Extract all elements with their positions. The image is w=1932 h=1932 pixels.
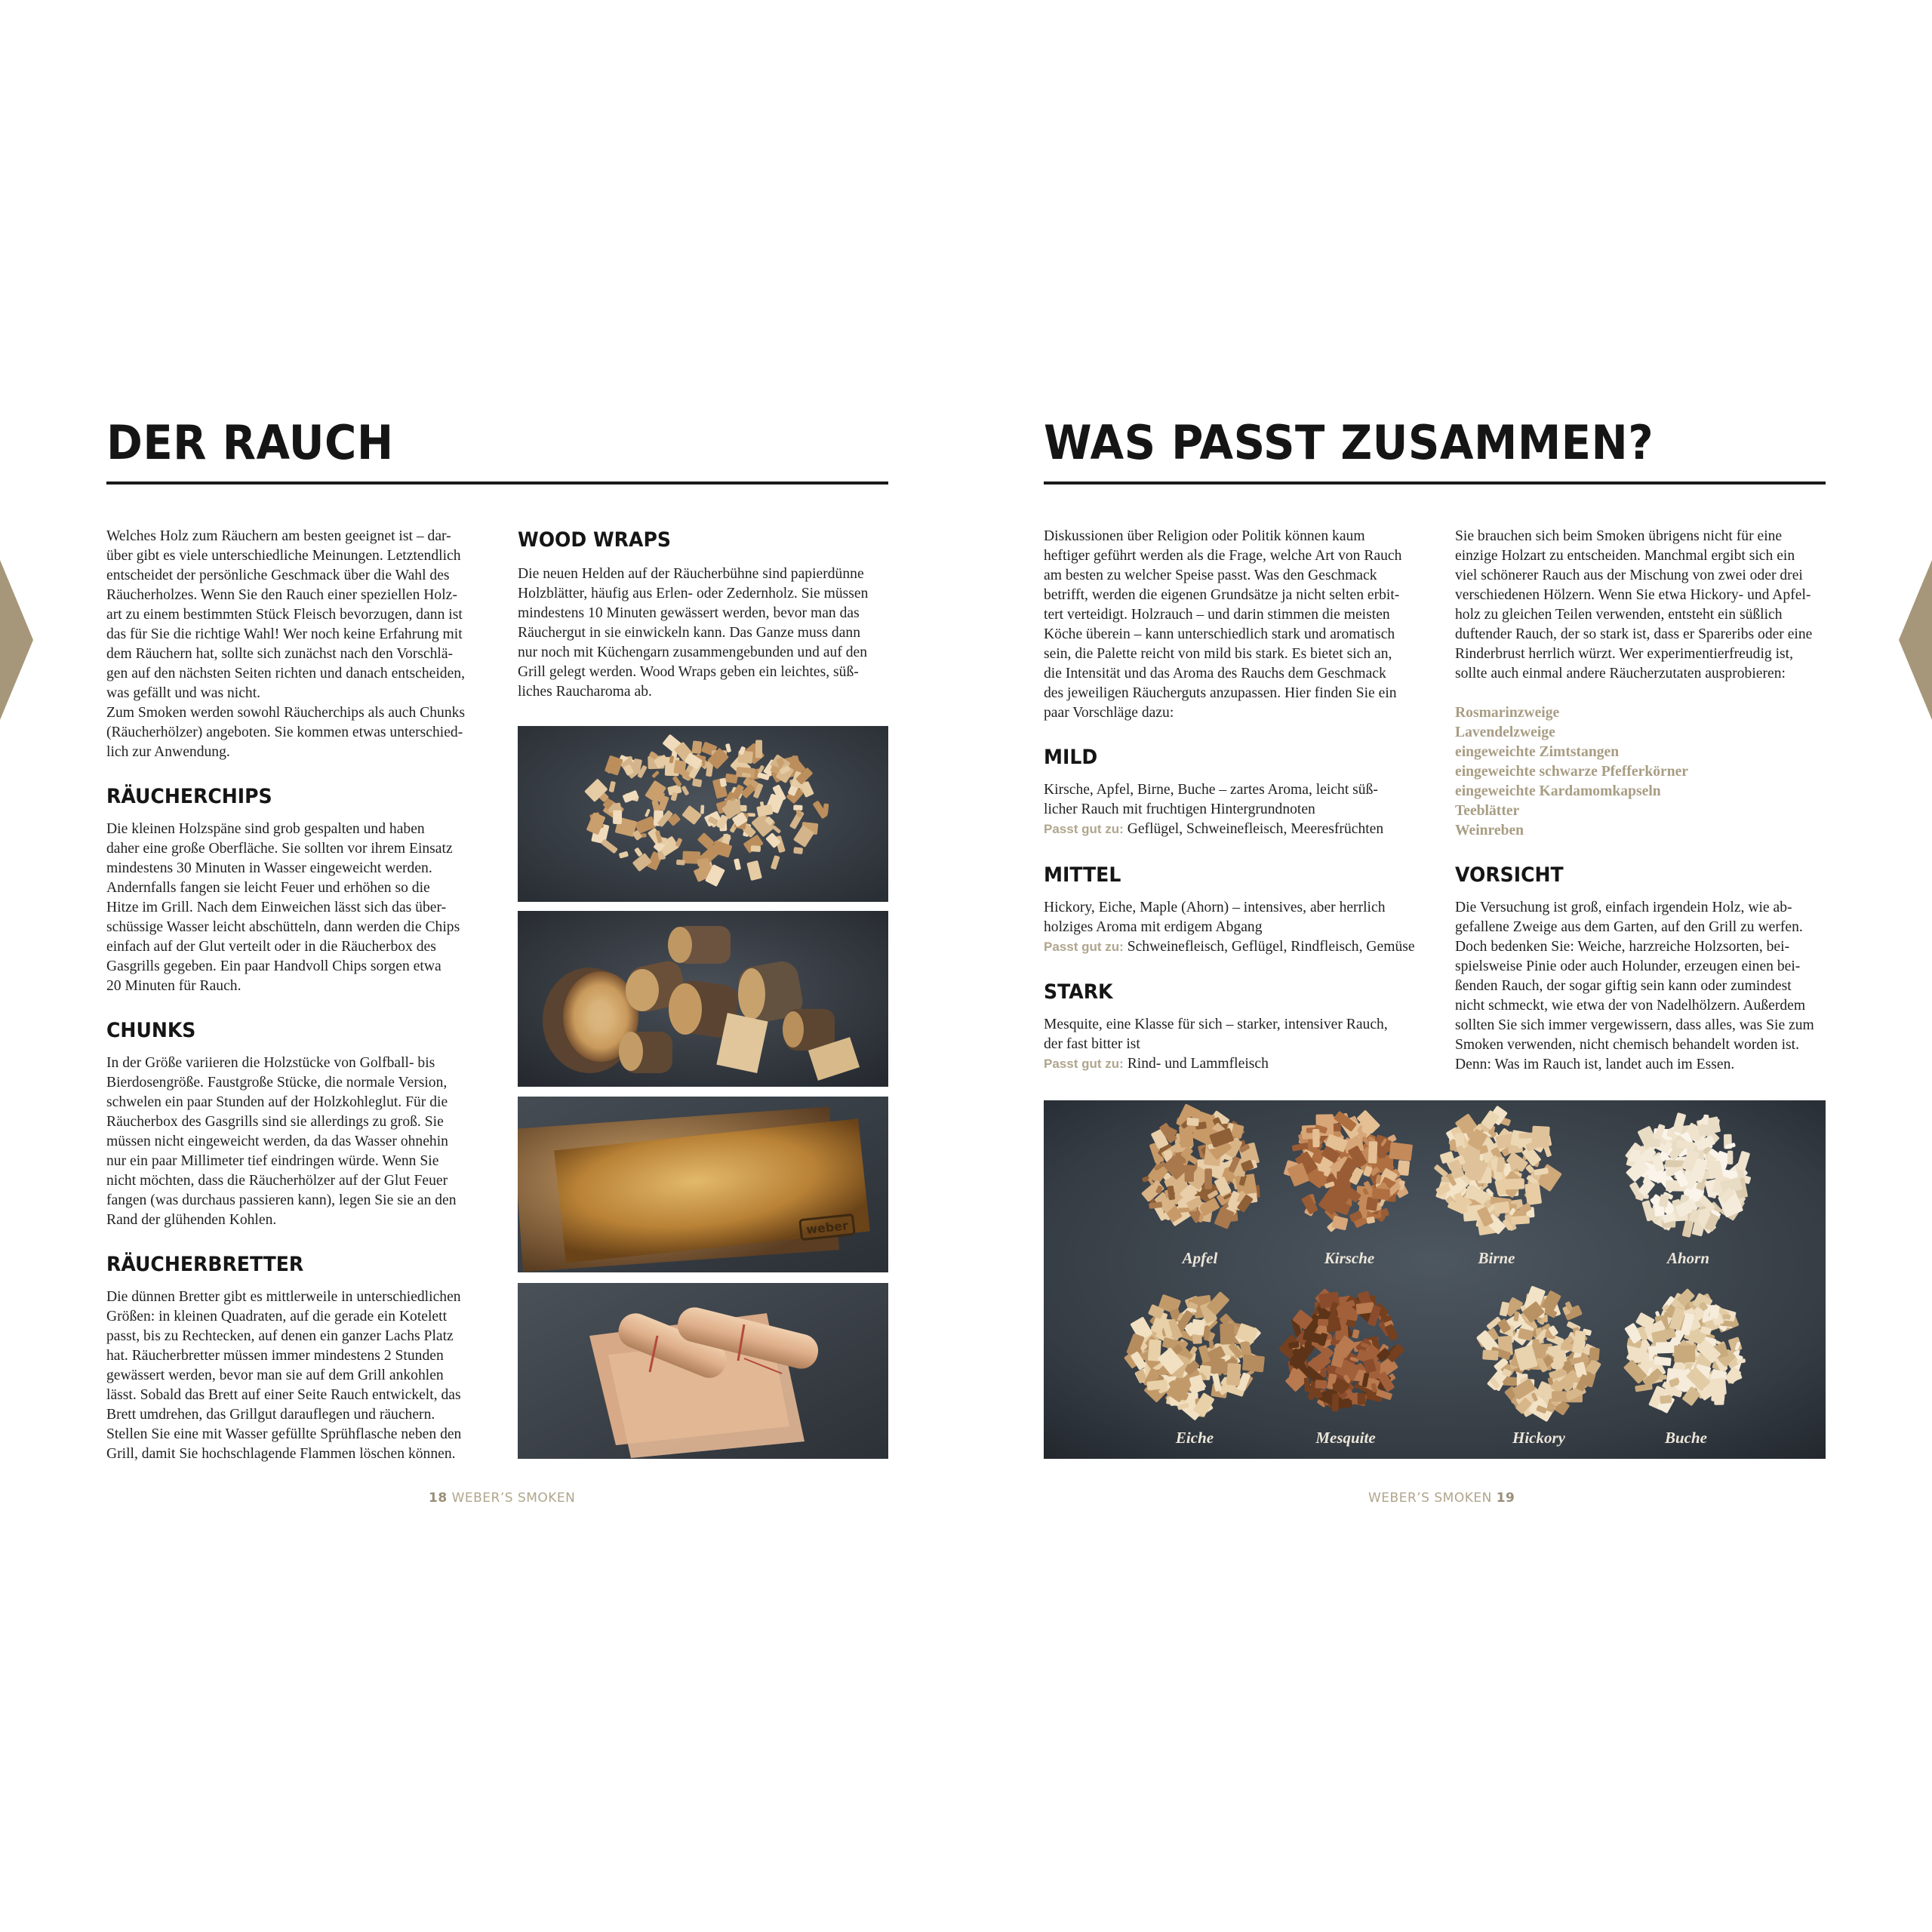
right-title-rule	[1044, 481, 1826, 485]
wood-types-photo	[1044, 1100, 1826, 1459]
list-item: eingeweichte Kardamomkapseln	[1455, 783, 1661, 799]
wood-chip	[1589, 1347, 1599, 1361]
wood-chip	[1315, 1380, 1327, 1389]
list-item: Weinreben	[1455, 823, 1524, 838]
right-edge-tab	[1899, 560, 1932, 720]
wood-chip	[1191, 1319, 1205, 1336]
wood-chip	[1318, 1319, 1328, 1326]
wood-label-buche	[1664, 1429, 1707, 1447]
wood-planks-photo	[518, 1097, 888, 1272]
wood-label-mesquite	[1315, 1429, 1375, 1447]
wood-chip	[1659, 1375, 1667, 1380]
wood-chip	[676, 860, 685, 866]
wood-chip	[1727, 1151, 1733, 1164]
svg-text:Kirsche: Kirsche	[1324, 1249, 1375, 1267]
wood-chip	[1674, 1346, 1695, 1363]
wood-chips-photo	[518, 726, 888, 902]
svg-text:Eiche: Eiche	[1175, 1429, 1214, 1447]
wood-chip	[1204, 1158, 1214, 1163]
wood-wraps-heading: WOOD WRAPS	[518, 528, 671, 552]
wood-chip	[1660, 1395, 1672, 1404]
raeucherbretter-text: Die dünnen Bretter gibt es mittlerweile in unterschiedlichen Größen: in kleinen Quadraten, auf die gerade ein Kotelett passt, bis zu Rechtecken, auf denen ein ganzer Lachs Platz hat. Räucherbretter müssen immer mindestens 2 Stunden gewässert werden, bevor man sie auf dem Grill ankohlen lässt. Sobald das Brett auf einer Seite Rauch entwickelt, das Brett umdrehen, das Grillgut darauflegen und räuchern. Stellen Sie eine mit Wasser gefüllte Sprühflasche neben den Grill, damit Sie hochschlagende Flammen löschen können.	[106, 1289, 462, 1462]
mittel-text: Hickory, Eiche, Maple (Ahorn) – intensives, aber herrlich holziges Aroma mit erdigem Abgang Passt gut zu: Schweinefleisch, Geflügel, Rindfleisch, Gemüse	[1044, 900, 1415, 955]
wood-chip	[1655, 1139, 1660, 1147]
mittel-heading: MITTEL	[1044, 863, 1121, 887]
wood-chip	[1714, 1388, 1724, 1405]
wood-chip	[1519, 1132, 1534, 1138]
svg-text:Buche: Buche	[1664, 1429, 1708, 1447]
wood-chip	[793, 804, 802, 811]
wood-chip	[700, 804, 704, 814]
raeucherchips-heading: RÄUCHERCHIPS	[106, 785, 272, 808]
svg-text:Birne: Birne	[1478, 1249, 1515, 1267]
wood-label-eiche	[1175, 1429, 1214, 1447]
right-intro-text: Diskussionen über Religion oder Politik können kaum heftiger geführt werden als die Frage, welche Art von Rauch am besten zu welcher Speise passt. Was den Geschmack betrifft, werden die eigenen Grundsätze ja nicht selten erbit- tert verteidigt. Holzrauch – und darin stimmen die meisten Köche überein – kann unterschiedlich stark und aromatisch sein, die Palette reicht von mild bis stark. Es bietet sich an, die Intensität und das Aroma des Rauchs dem Geschmack des jeweiligen Räucherguts anzupassen. Hier finden Sie ein paar Vorschläge dazu:	[1044, 528, 1402, 721]
left-intro-text: Welches Holz zum Räuchern am besten geeignet ist – dar- über gibt es viele unterschiedliche Meinungen. Letztendlich entscheidet der persönliche Geschmack über die Wahl des Räucherholzes. Wenn Sie den Rauch einer speziellen Holz- art zu einem bestimmten Stück Fleisch bevorzugen, dann ist das für Sie die richtige Wahl! Wer noch keine Erfahrung mit dem Räuchern hat, sollte sich zunächst nach den Vorschlä- gen auf den nächsten Seiten richten und danach entscheiden, was gefällt und was nicht. Zum Smoken werden sowohl Räucherchips als auch Chunks (Räucherhölzer) angeboten. Sie kommen etwas unterschied- lich zur Anwendung.	[106, 528, 466, 760]
svg-text:Ahorn: Ahorn	[1666, 1249, 1710, 1267]
wood-chunks-photo	[518, 911, 888, 1087]
board-brand: weber	[805, 1218, 849, 1237]
left-edge-tab	[0, 560, 33, 720]
right-page-title: WAS PASST ZUSAMMEN?	[1044, 415, 1654, 470]
list-item: Rosmarinzweige	[1455, 705, 1560, 721]
left-title-rule	[106, 481, 888, 485]
wood-chip	[1511, 1215, 1530, 1224]
left-folio: 18 WEBER’S SMOKEN	[429, 1491, 576, 1506]
wood-chip	[1226, 1363, 1241, 1386]
wood-chip	[793, 847, 803, 854]
svg-text:Hickory: Hickory	[1512, 1429, 1565, 1447]
wood-chip	[1482, 1349, 1499, 1360]
chunks-heading: CHUNKS	[106, 1019, 196, 1042]
wood-wraps-text: Die neuen Helden auf der Räucherbühne sind papierdünne Holzblätter, häufig aus Erlen- oder Zedernholz. Sie müssen mindestens 10 Minuten gewässert werden, bevor man das Räuchergut in sie einwickeln kann. Das Ganze muss dann nur noch mit Küchengarn zusammengebunden und auf den Grill gelegt werden. Wood Wraps geben ein leichtes, süß- liches Raucharoma ab.	[518, 566, 869, 700]
wood-chip	[1331, 1393, 1339, 1411]
wood-chip	[1656, 1342, 1675, 1354]
stark-text: Mesquite, eine Klasse für sich – starker, intensiver Rauch, der fast bitter ist Passt gut zu: Rind- und Lammfleisch	[1044, 1017, 1388, 1072]
right-folio: WEBER’S SMOKEN 19	[1368, 1491, 1515, 1506]
list-item: Lavendelzweige	[1455, 724, 1555, 740]
extras-list	[1455, 703, 1832, 841]
wood-chip	[691, 740, 702, 754]
vorsicht-text: Die Versuchung ist groß, einfach irgendein Holz, wie ab- gefallene Zweige aus dem Garten, auf den Grill zu werfen. Doch bedenken Sie: Weiche, harzreiche Holzsorten, bei- spielsweise Pinie oder auch Holunder, erzeugen einen bei- ßenden Rauch, der sogar giftig sein kann oder zumindest nicht schmeckt, wie etwa der von Nadelhölzern. Außerdem sollten Sie sich immer vergewissern, dass alles, was Sie zum Smoken verwenden, nicht chemisch behandelt worden ist. Denn: Was im Rauch ist, landet auch im Essen.	[1455, 900, 1814, 1072]
list-item: Teeblätter	[1455, 803, 1520, 819]
wood-chip	[1368, 1141, 1378, 1164]
wood-chip	[1288, 1341, 1300, 1349]
vorsicht-heading: VORSICHT	[1455, 863, 1564, 887]
raeucherchips-text: Die kleinen Holzspäne sind grob gespalten und haben daher eine große Oberfläche. Sie sollten vor ihrem Einsatz mindestens 30 Minuten in Wasser eingeweicht werden. Andernfalls fangen sie leicht Feuer und erhöhen so die Hitze im Grill. Nach dem Einweichen lässt sich das über- schüssige Wasser leicht abschütteln, dann werden die Chips einfach auf der Glut verteilt oder in die Räucherbox des Gasgrills gegeben. Ein paar Handvoll Chips sorgen etwa 20 Minuten für Rauch.	[106, 821, 460, 994]
mild-heading: MILD	[1044, 746, 1098, 769]
wood-chip	[692, 778, 703, 787]
wood-chip	[751, 845, 761, 852]
svg-text:Mesquite: Mesquite	[1315, 1429, 1376, 1447]
mild-text: Kirsche, Apfel, Birne, Buche – zartes Aroma, leicht süß- licher Rauch mit fruchtigen Hintergrundnoten Passt gut zu: Geflügel, Schweinefleisch, Meeresfrüchten	[1044, 782, 1384, 837]
wood-chip	[1502, 1178, 1524, 1189]
raeucherbretter-heading: RÄUCHERBRETTER	[106, 1253, 304, 1276]
wood-chip	[1242, 1354, 1265, 1372]
stark-heading: STARK	[1044, 980, 1113, 1004]
wood-label-kirsche	[1324, 1249, 1375, 1267]
wood-chip	[1561, 1343, 1574, 1351]
chunks-text: In der Größe variieren die Holzstücke von Golfball- bis Bierdosengröße. Faustgroße Stücke, die normale Version, schwelen ein paar Stunden auf der Holzkohleglut. Für die Räucherbox des Gasgrills sind sie allerdings zu groß. Sie müssen nicht eingeweicht werden, da das Wasser ohnehin nur ein paar Millimeter tief eindringen würde. Wenn Sie nicht möchten, dass die Räucherhölzer auf der Glut Feuer fangen (was durchaus passieren kann), legen Sie sie an den Rand der glühenden Kohlen.	[106, 1055, 457, 1228]
wood-chip	[1552, 1391, 1566, 1401]
wood-label-apfel	[1181, 1249, 1218, 1267]
wood-chip	[1389, 1142, 1413, 1161]
wood-chip	[1312, 1129, 1320, 1147]
wood-chip	[1304, 1377, 1310, 1392]
list-item: eingeweichte schwarze Pfefferkörner	[1455, 764, 1689, 780]
wood-chip	[697, 858, 710, 866]
left-page-title: DER RAUCH	[106, 415, 394, 470]
wood-chip	[1494, 1201, 1510, 1214]
wood-chip	[1220, 1324, 1235, 1345]
wood-chip	[755, 740, 762, 758]
wood-label-hickory	[1512, 1429, 1566, 1447]
wood-chip	[1524, 1183, 1542, 1205]
list-item: eingeweichte Zimtstangen	[1455, 744, 1620, 760]
wood-label-ahorn	[1666, 1249, 1709, 1267]
wood-chip	[1358, 1393, 1366, 1405]
mix-text: Sie brauchen sich beim Smoken übrigens nicht für eine einzige Holzart zu entscheiden. Manchmal ergibt sich ein viel schönerer Rauch aus der Mischung von zwei oder drei verschiedenen Hölzern. Wenn Sie etwa Hickory- und Apfel- holz zu gleichen Teilen verwenden, entsteht ein süßlich duftender Rauch, der so stark ist, dass er Spareribs oder eine Rinderbrust herrlich würzt. Wer experimentierfreudig ist, sollte auch einmal andere Räucherzutaten ausprobieren:	[1455, 528, 1813, 681]
wood-chip	[1204, 1168, 1212, 1189]
svg-text:Apfel: Apfel	[1182, 1249, 1218, 1267]
wood-chip	[1209, 1341, 1214, 1349]
wood-chip	[1372, 1188, 1391, 1200]
wood-chip	[613, 811, 622, 824]
wood-label-birne	[1477, 1249, 1515, 1267]
wood-wraps-photo	[518, 1283, 888, 1459]
wood-chip	[1186, 1118, 1199, 1127]
